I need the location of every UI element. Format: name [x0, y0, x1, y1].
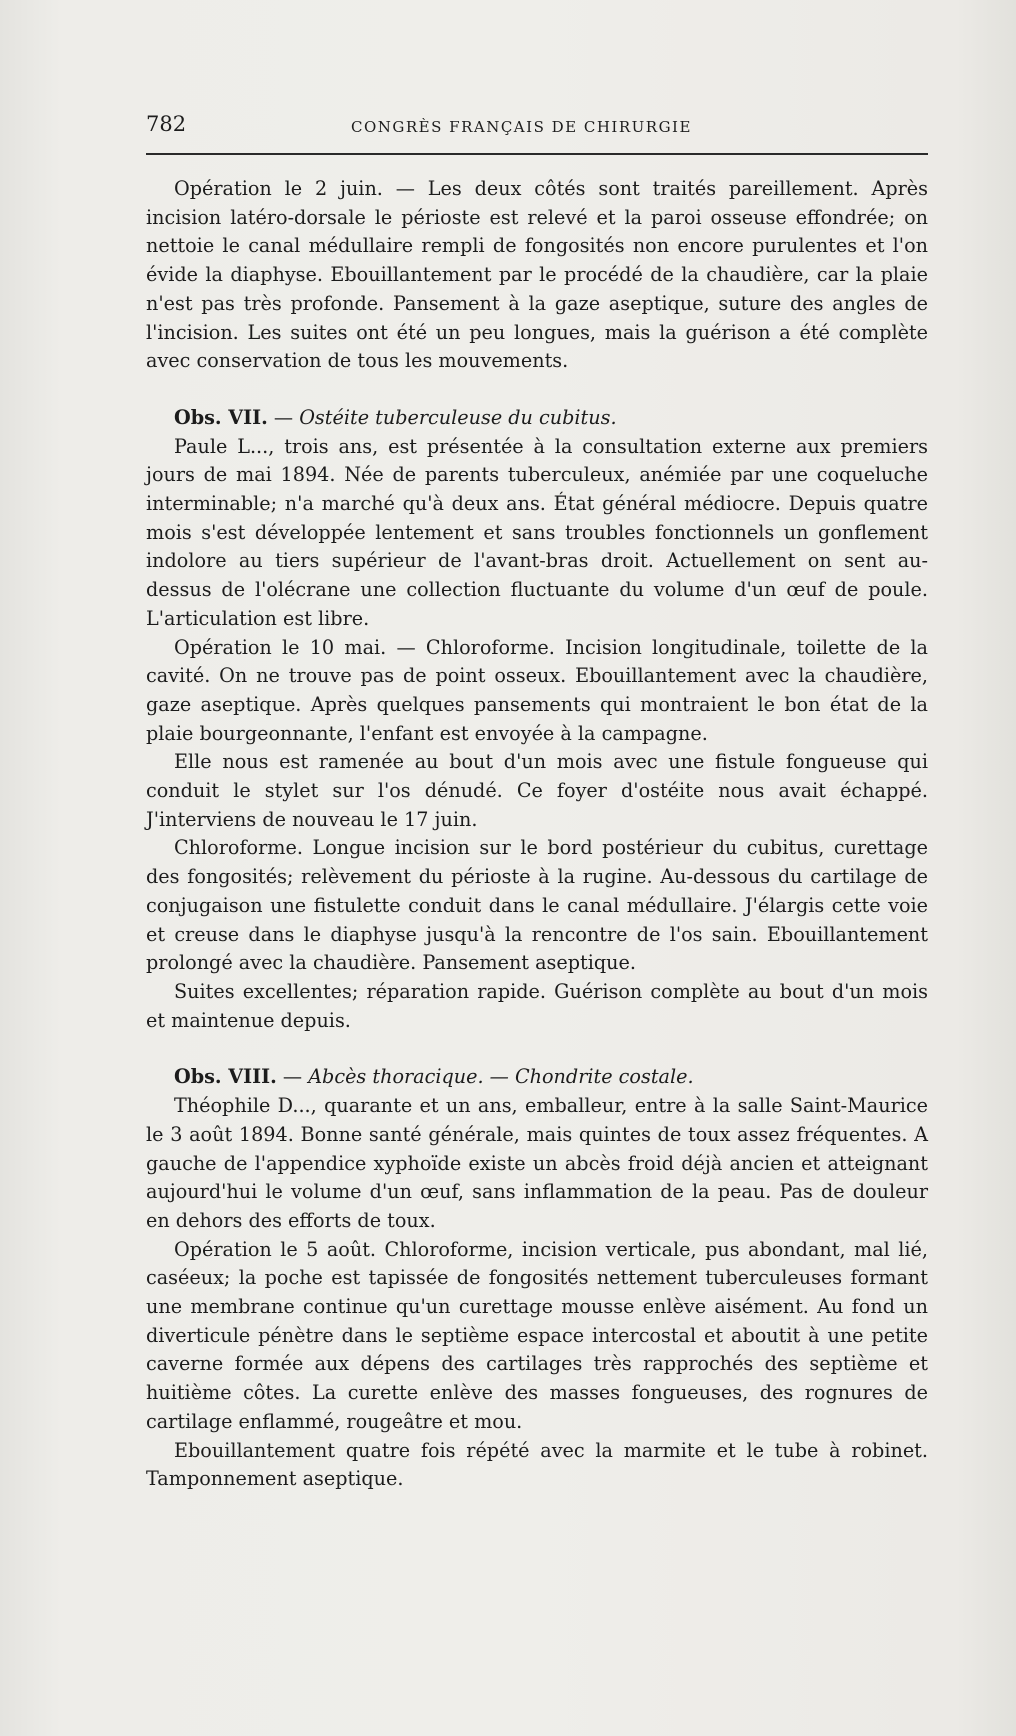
paragraph: Elle nous est ramenée au bout d'un mois avec une fistule fongueuse qui conduit le stylet sur l'os dénudé. Ce foyer d'ostéite nous avait échappé. J'interviens de nouveau le 17 juin.: [146, 750, 928, 831]
paragraph: Opération le 2 juin. — Les deux côtés sont traités pareillement. Après incision latéro-dorsale le périoste est relevé et la paroi osseuse effondrée; on nettoie le canal médullaire rempli de fongosités non encore purulentes et l'on évide la diaphyse. Ebouillantement par le procédé de la chaudière, car la plaie n'est pas très profonde. Pansement à la gaze aseptique, suture des angles de l'incision. Les suites ont été un peu longues, mais la guérison a été complète avec conservation de tous les mouvements.: [146, 177, 928, 373]
section-gap: [146, 376, 928, 404]
observation-title: Ostéite tuberculeuse du cubitus.: [299, 405, 617, 429]
paragraph: Ebouillantement quatre fois répété avec la marmite et le tube à robinet. Tamponnement aseptique.: [146, 1438, 928, 1491]
paragraph: Opération le 5 août. Chloroforme, incision verticale, pus abondant, mal lié, caséeux; la poche est tapissée de fongosités nettement tuberculeuses formant une membrane continue qu'un curettage mousse enlève aisément. Au fond un diverticule pénètre dans le septième espace intercostal et aboutit à une petite caverne formée aux dépens des cartilages très rapprochés des septième et huitième côtes. La curette enlève des masses fongueuses, des rognures de cartilage enflammé, rougeâtre et mou.: [146, 1237, 928, 1433]
heading-dash: —: [267, 405, 300, 429]
observation-title: Abcès thoracique. — Chondrite costale.: [308, 1065, 694, 1089]
observation-label: Obs. VIII.: [174, 1065, 277, 1089]
observation-heading: [146, 404, 928, 433]
paragraph: Suites excellentes; réparation rapide. Guérison complète au bout d'un mois et maintenue depuis.: [146, 979, 928, 1032]
paragraph: Paule L..., trois ans, est présentée à la consultation externe aux premiers jours de mai 1894. Née de parents tuberculeux, anémiée par une coqueluche interminable; n'a marché qu'à deux ans. État général médiocre. Depuis quatre mois s'est développée lentement et sans troubles fonctionnels un gonflement indolore au tiers supérieur de l'avant-bras droit. Actuellement on sent au-dessus de l'olécrane une collection fluctuante du volume d'un œuf de poule. L'articulation est libre.: [146, 434, 928, 630]
observation-label: Obs. VII.: [174, 405, 268, 429]
paragraph: Chloroforme. Longue incision sur le bord postérieur du cubitus, curettage des fongosités; relèvement du périoste à la rugine. Au-dessous du cartilage de conjugaison une fistulette conduit dans le canal médullaire. J'élargis cette voie et creuse dans le diaphyse jusqu'à la rencontre de l'os sain. Ebouillantement prolongé avec la chaudière. Pansement aseptique.: [146, 836, 928, 975]
page-number: 782: [146, 112, 187, 136]
page-header: [146, 112, 928, 142]
paragraph: Théophile D..., quarante et un ans, emballeur, entre à la salle Saint-Maurice le 3 août 1894. Bonne santé générale, mais quintes de toux assez fréquentes. A gauche de l'appendice xyphoïde existe un abcès froid déjà ancien et atteignant aujourd'hui le volume d'un œuf, sans inflammation de la peau. Pas de douleur en dehors des efforts de toux.: [146, 1094, 928, 1232]
paragraph: Opération le 10 mai. — Chloroforme. Incision longitudinale, toilette de la cavité. On ne trouve pas de point osseux. Ebouillantement avec la chaudière, gaze aseptique. Après quelques pansements qui montraient le bon état de la plaie bourgeonnante, l'enfant est envoyée à la campagne.: [146, 635, 928, 745]
heading-dash: —: [276, 1065, 309, 1089]
section-gap: [146, 1035, 928, 1063]
observation-heading: [146, 1063, 928, 1092]
page-body: [146, 175, 928, 1494]
header-rule: [146, 153, 928, 155]
running-title: CONGRÈS FRANÇAIS DE CHIRURGIE: [351, 118, 692, 136]
